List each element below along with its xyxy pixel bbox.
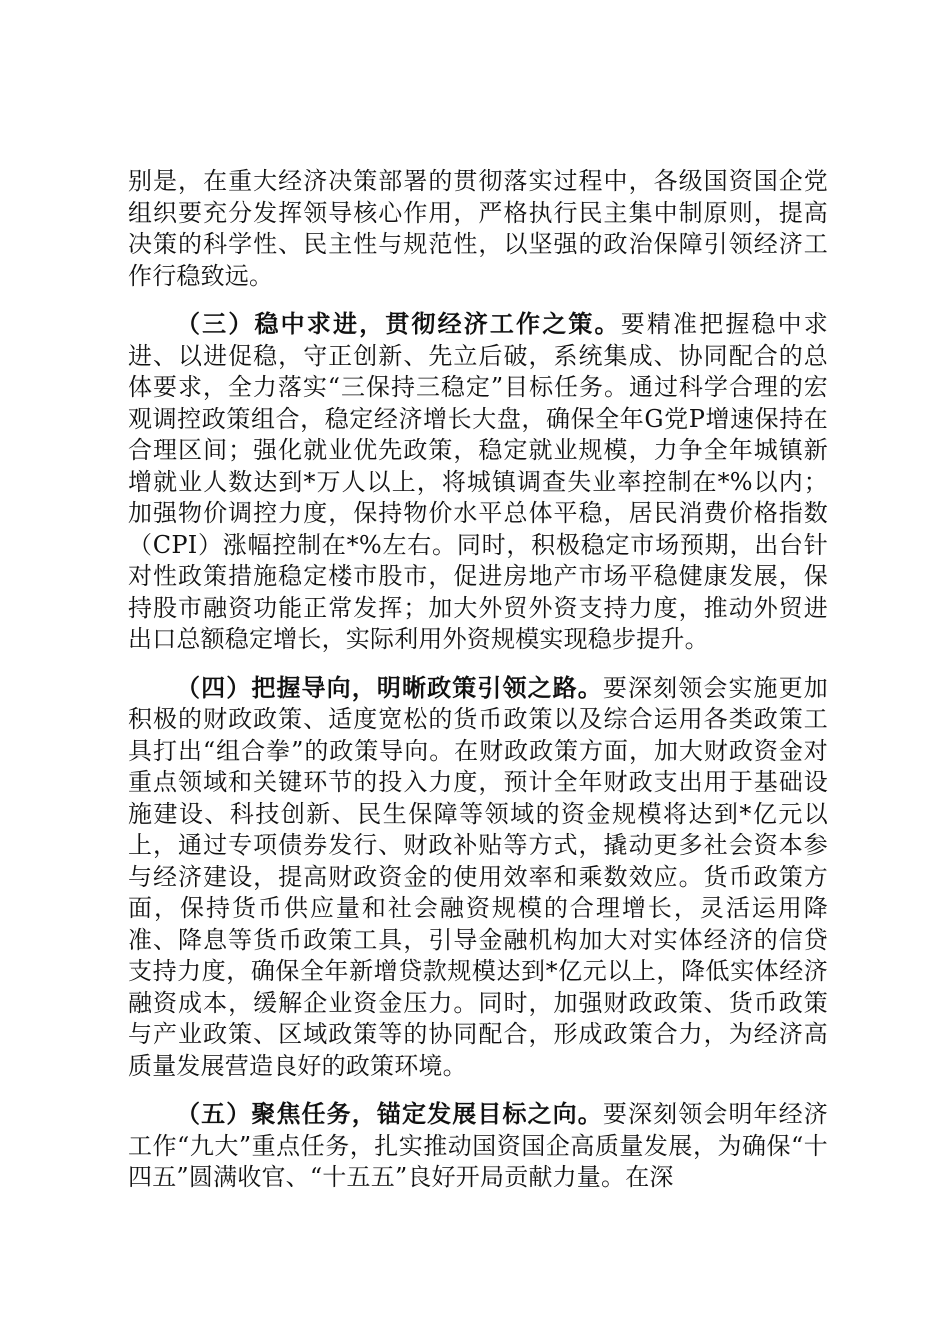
section-heading: （五）聚焦任务，锚定发展目标之向。 <box>176 1099 603 1128</box>
section-heading: （三）稳中求进，贯彻经济工作之策。 <box>176 309 621 338</box>
document-body <box>128 166 828 1210</box>
paragraph-text: 要深刻领会明年经济工作“九大”重点任务，扎实推动国资国企高质量发展，为确保“十四五”圆满收官、“十五五”良好开局贡献力量。在深 <box>128 1100 828 1191</box>
section-heading: （四）把握导向，明晰政策引领之路。 <box>176 672 603 702</box>
paragraph-text: 要深刻领会实施更加积极的财政政策、适度宽松的货币政策以及综合运用各类政策工具打出“组合拳”的政策导向。在财政政策方面，加大财政资金对重点领域和关键环节的投入力度，预计全年财政支出用于基础设施建设、科技创新、民生保障等领域的资金规模将达到*亿元以上，通过专项债券发行、财政补贴等方式，撬动更多社会资本参与经济建设，提高财政资金的使用效率和乘数效应。货币政策方面，保持货币供应量和社会融资规模的合理增长，灵活运用降准、降息等货币政策工具，引导金融机构加大对实体经济的信贷支持力度，确保全年新增贷款规模达到*亿元以上，降低实体经济融资成本，缓解企业资金压力。同时，加强财政政策、货币政策与产业政策、区域政策等的协同配合，形成政策合力，为经济高质量发展营造良好的政策环境。 <box>128 673 828 1080</box>
paragraph-section-4 <box>128 672 828 1083</box>
paragraph-section-5 <box>128 1098 828 1194</box>
paragraph-text: 别是，在重大经济决策部署的贯彻落实过程中，各级国资国企党组织要充分发挥领导核心作用，严格执行民主集中制原则，提高决策的科学性、民主性与规范性，以坚强的政治保障引领经济工作行稳致远。 <box>128 167 828 290</box>
paragraph-section-3 <box>128 308 828 656</box>
paragraph-text: 要精准把握稳中求进、以进促稳，守正创新、先立后破，系统集成、协同配合的总体要求，全力落实“三保持三稳定”目标任务。通过科学合理的宏观调控政策组合，稳定经济增长大盘，确保全年G党P增速保持在合理区间；强化就业优先政策，稳定就业规模，力争全年城镇新增就业人数达到*万人以上，将城镇调查失业率控制在*%以内；加强物价调控力度，保持物价水平总体平稳，居民消费价格指数（CPI）涨幅控制在*%左右。同时，积极稳定市场预期，出台针对性政策措施稳定楼市股市，促进房地产市场平稳健康发展，保持股市融资功能正常发挥；加大外贸外资支持力度，推动外贸进出口总额稳定增长，实际利用外资规模实现稳步提升。 <box>128 310 828 653</box>
paragraph-continuation <box>128 166 828 292</box>
